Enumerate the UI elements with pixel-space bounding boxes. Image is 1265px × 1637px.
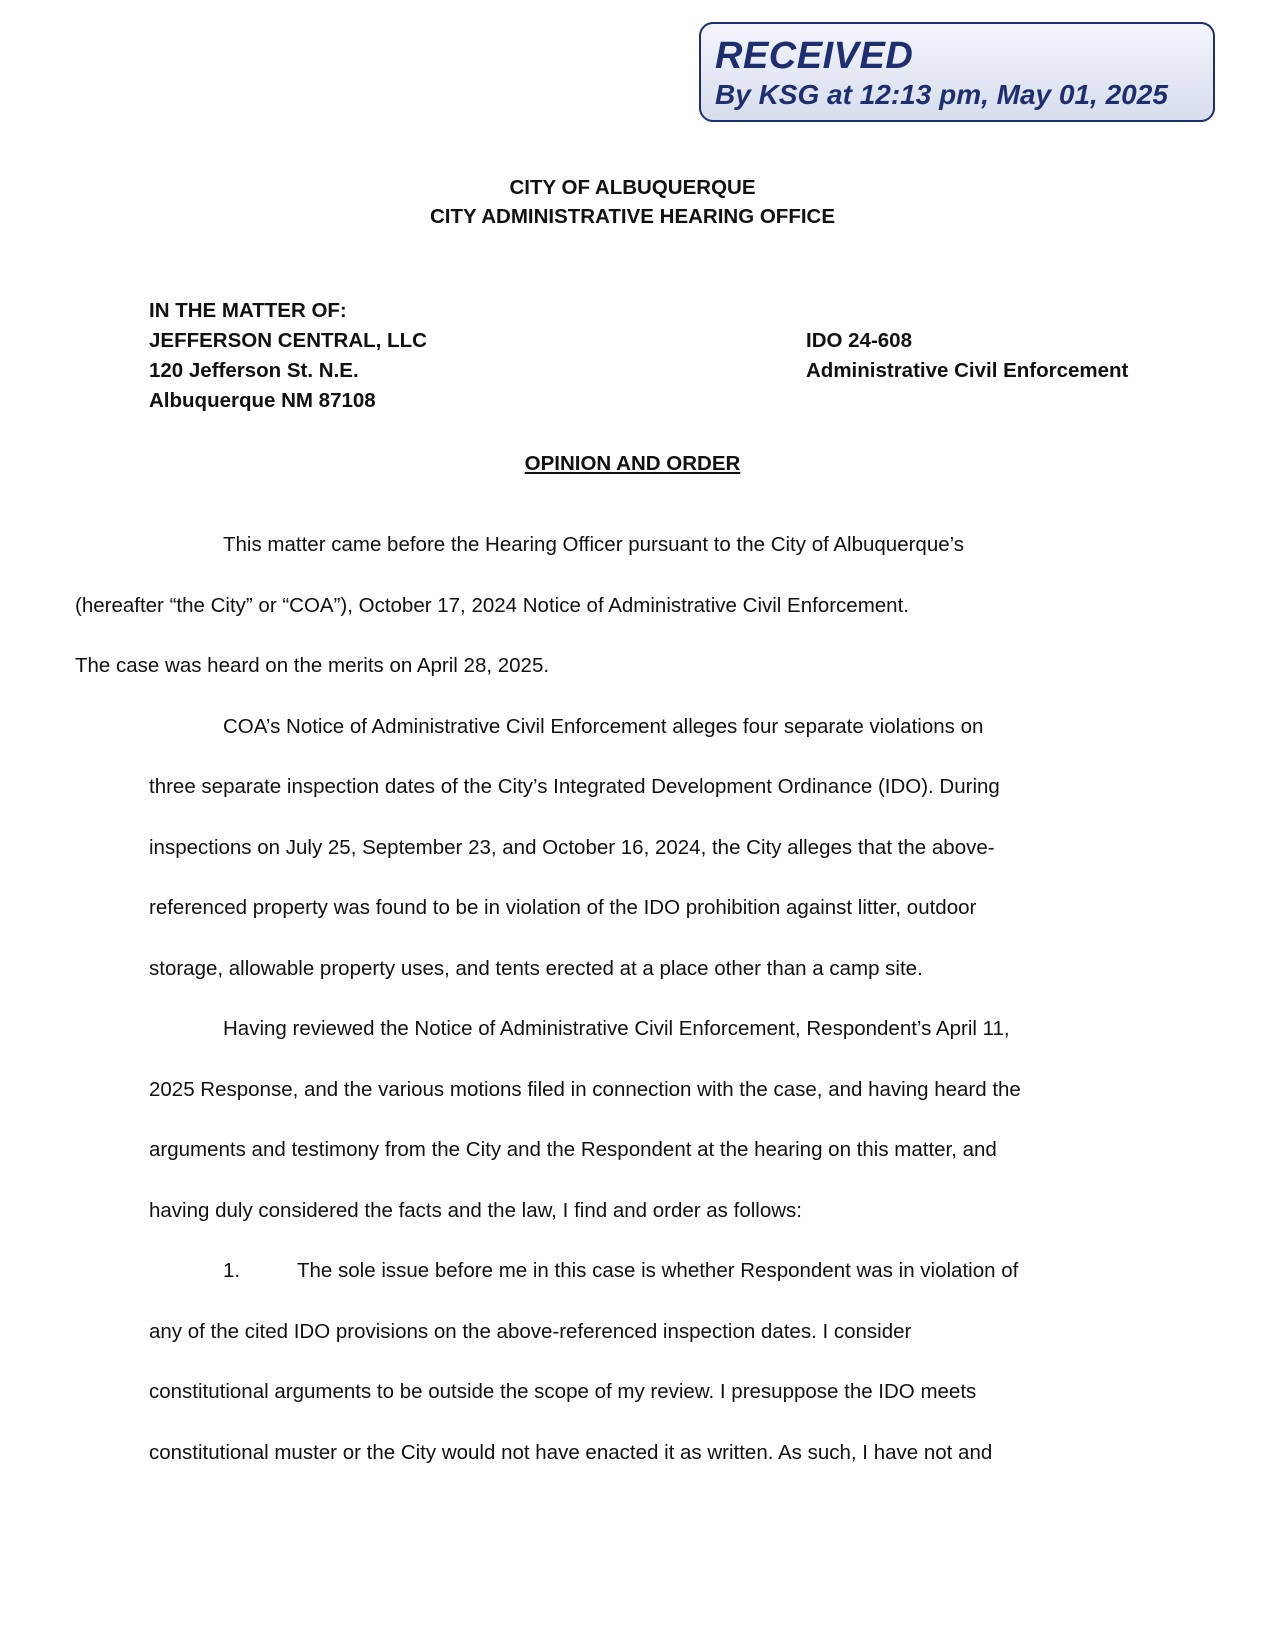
header-city: CITY OF ALBUQUERQUE bbox=[509, 176, 756, 199]
paragraph-line: arguments and testimony from the City and the Respondent at the hearing on this matter, and bbox=[149, 1138, 997, 1161]
paragraph-line: three separate inspection dates of the City’s Integrated Development Ordinance (IDO). During bbox=[149, 775, 1000, 798]
matter-label: IN THE MATTER OF: bbox=[149, 299, 347, 322]
case-number: IDO 24-608 bbox=[806, 329, 912, 352]
paragraph-1 bbox=[75, 515, 1129, 697]
document-title bbox=[0, 452, 1265, 476]
matter-name: JEFFERSON CENTRAL, LLC bbox=[149, 329, 427, 352]
paragraph-line: having duly considered the facts and the law, I find and order as follows: bbox=[149, 1198, 802, 1222]
paragraph-line: 2025 Response, and the various motions filed in connection with the case, and having heard the bbox=[149, 1077, 1021, 1101]
received-stamp bbox=[699, 22, 1215, 122]
document-title-text: OPINION AND ORDER bbox=[524, 452, 741, 475]
paragraph-line: (hereafter “the City” or “COA”), October 17, 2024 Notice of Administrative Civil Enforcement. bbox=[75, 593, 909, 617]
matter-block bbox=[149, 296, 427, 416]
stamp-title: RECEIVED bbox=[715, 35, 914, 77]
paragraph-4 bbox=[149, 1241, 1129, 1483]
stamp-received-line: By KSG at 12:13 pm, May 01, 2025 bbox=[715, 79, 1168, 110]
paragraph-line: Having reviewed the Notice of Administrative Civil Enforcement, Respondent’s April 11, bbox=[223, 1017, 1010, 1040]
numbered-line bbox=[149, 1241, 1129, 1302]
paragraph-number: 1. bbox=[223, 1259, 241, 1282]
paragraph-line: inspections on July 25, September 23, and October 16, 2024, the City alleges that the above- bbox=[149, 835, 995, 859]
paragraph-line: This matter came before the Hearing Officer pursuant to the City of Albuquerque’s bbox=[223, 533, 965, 556]
matter-address-line1: 120 Jefferson St. N.E. bbox=[149, 359, 359, 382]
paragraph-line: The case was heard on the merits on April 28, 2025. bbox=[75, 654, 550, 677]
case-type: Administrative Civil Enforcement bbox=[806, 359, 1129, 382]
paragraph-line: any of the cited IDO provisions on the above-referenced inspection dates. I consider bbox=[149, 1319, 912, 1343]
paragraph-line: referenced property was found to be in violation of the IDO prohibition against litter, outdoor bbox=[149, 896, 977, 919]
paragraph-line: The sole issue before me in this case is whether Respondent was in violation of bbox=[297, 1259, 1019, 1282]
paragraph-3 bbox=[149, 999, 1129, 1241]
paragraph-2 bbox=[149, 697, 1129, 1000]
paragraph-line: constitutional muster or the City would not have enacted it as written. As such, I have not and bbox=[149, 1440, 993, 1464]
case-block bbox=[806, 326, 1128, 386]
paragraph-line: storage, allowable property uses, and tents erected at a place other than a camp site. bbox=[149, 956, 923, 980]
paragraph-line: COA’s Notice of Administrative Civil Enforcement alleges four separate violations on bbox=[223, 714, 984, 738]
matter-address-line2: Albuquerque NM 87108 bbox=[149, 389, 376, 412]
document-body bbox=[75, 515, 1129, 1483]
paragraph-line: constitutional arguments to be outside the scope of my review. I presuppose the IDO meets bbox=[149, 1380, 977, 1403]
header-office: CITY ADMINISTRATIVE HEARING OFFICE bbox=[429, 205, 836, 228]
